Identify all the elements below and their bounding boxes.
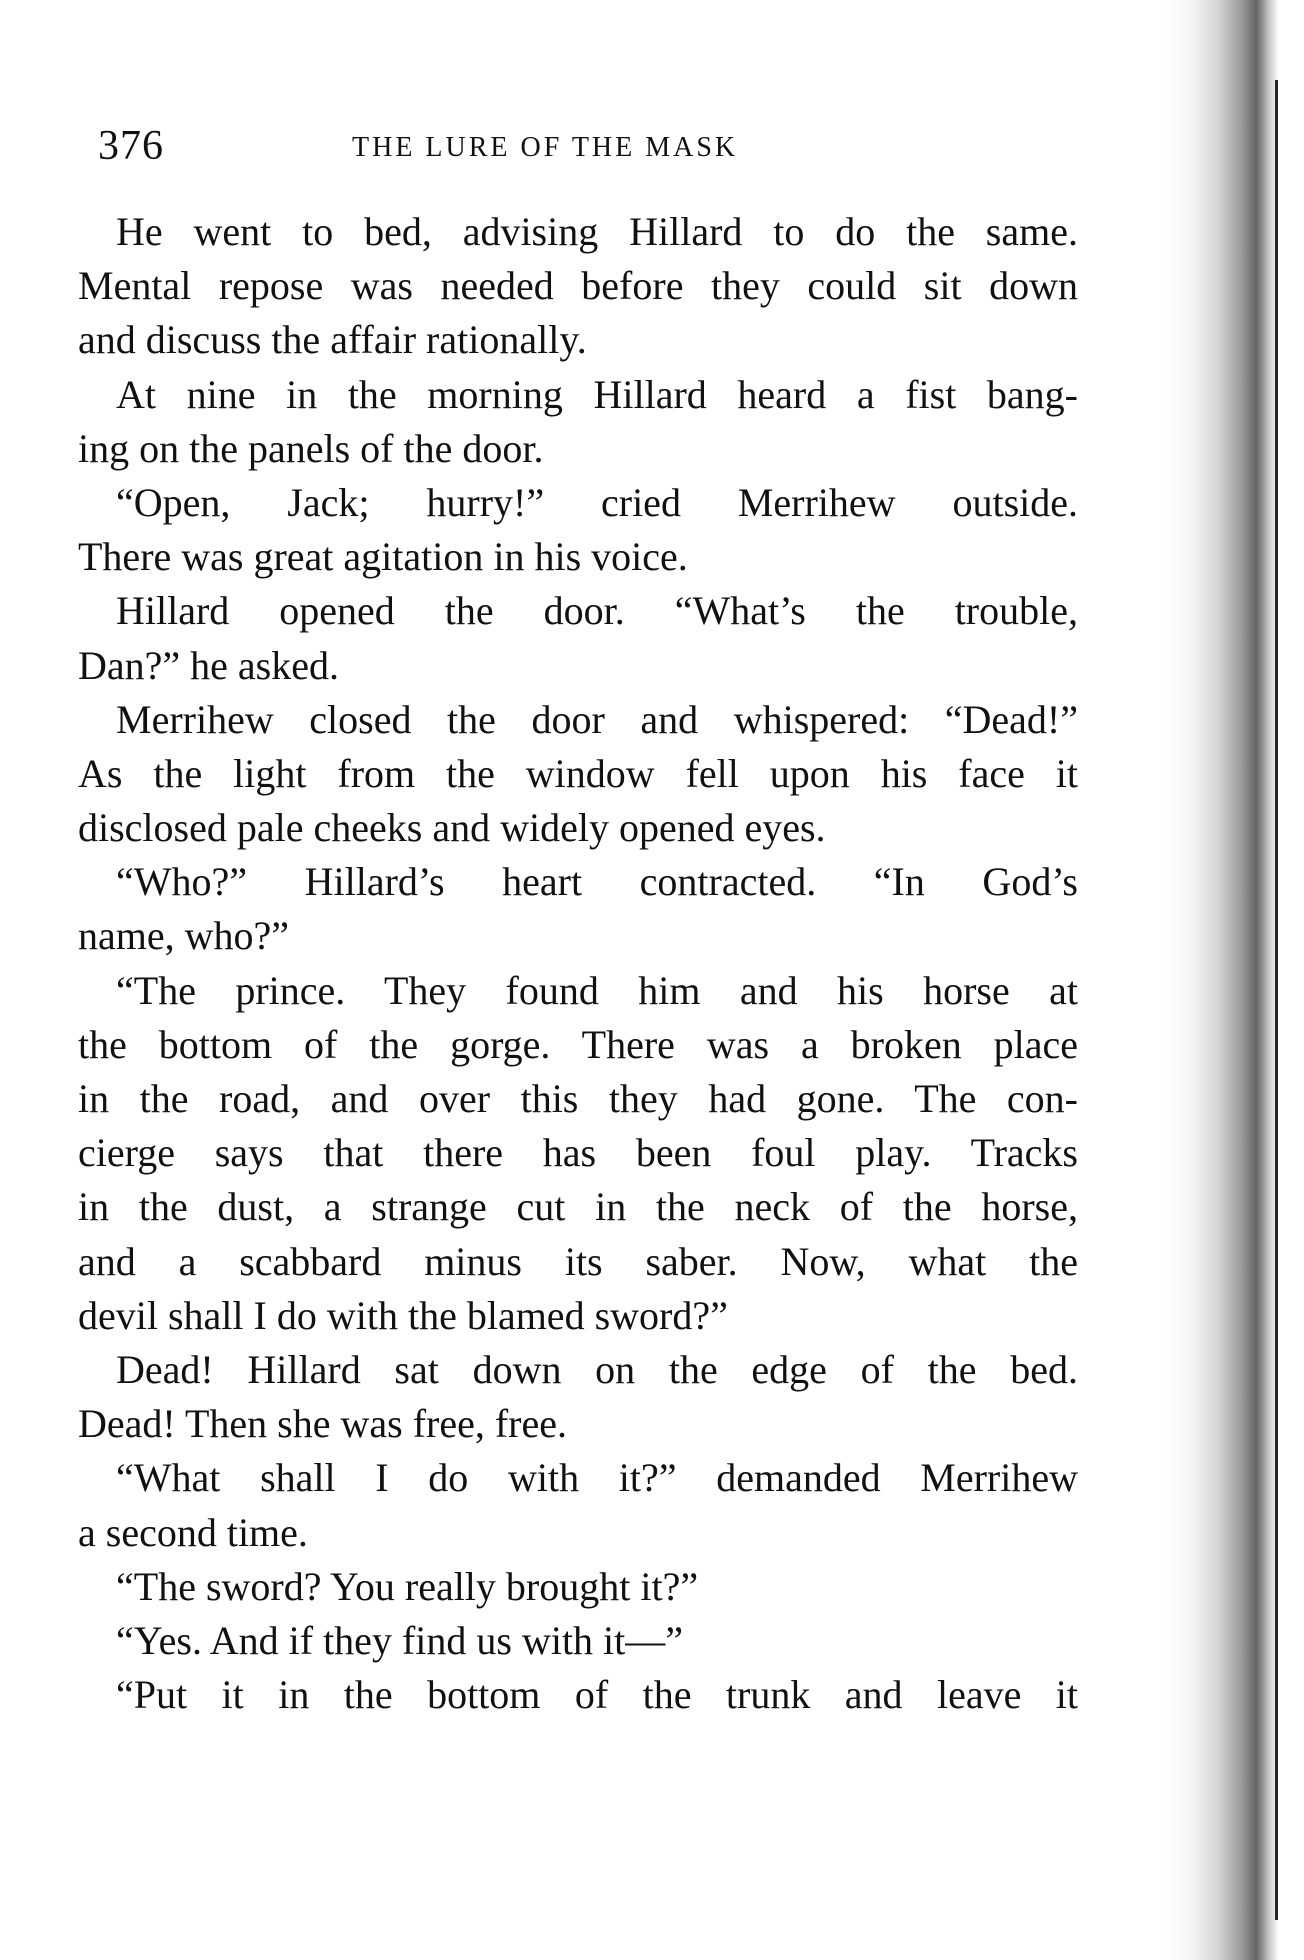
text-line: Hillard opened the door. “What’s the trouble, xyxy=(116,588,1078,634)
text-line: As the light from the window fell upon his face it xyxy=(78,750,1078,796)
text-line: disclosed pale cheeks and widely opened eyes. xyxy=(78,805,826,851)
text-line: “The prince. They found him and his horse at xyxy=(116,967,1078,1013)
running-header xyxy=(98,122,1078,182)
page-gutter-shadow xyxy=(1164,0,1304,1960)
text-line: and a scabbard minus its saber. Now, what the xyxy=(78,1238,1078,1284)
text-line: He went to bed, advising Hillard to do the same. xyxy=(116,209,1078,254)
text-line: cierge says that there has been foul play. Tracks xyxy=(78,1130,1078,1176)
running-title: THE LURE OF THE MASK xyxy=(352,132,739,163)
text-line: Dead! Then she was free, free. xyxy=(78,1401,568,1447)
text-line: in the road, and over this they had gone. The con- xyxy=(78,1076,1078,1121)
text-line: in the dust, a strange cut in the neck of the horse, xyxy=(78,1184,1078,1230)
text-line: “Open, Jack; hurry!” cried Merrihew outside. xyxy=(116,479,1078,525)
text-line: “The sword? You really brought it?” xyxy=(116,1563,699,1609)
text-line: name, who?” xyxy=(78,913,290,959)
text-line: At nine in the morning Hillard heard a fist bang- xyxy=(116,371,1078,417)
text-line: the bottom of the gorge. There was a broken place xyxy=(78,1021,1078,1067)
gutter-edge-line xyxy=(1275,80,1278,1920)
text-line: and discuss the affair rationally. xyxy=(78,317,587,363)
text-line: “Put it in the bottom of the trunk and leave it xyxy=(116,1672,1078,1718)
text-line: Mental repose was needed before they could sit down xyxy=(78,263,1078,309)
text-line: “Yes. And if they find us with it—” xyxy=(116,1617,684,1663)
text-line: Dan?” he asked. xyxy=(78,642,339,688)
text-line: “What shall I do with it?” demanded Merrihew xyxy=(116,1455,1078,1501)
text-line: ing on the panels of the door. xyxy=(78,425,544,471)
text-line: devil shall I do with the blamed sword?” xyxy=(78,1292,728,1338)
text-line: “Who?” Hillard’s heart contracted. “In God’s xyxy=(116,859,1078,905)
text-line: a second time. xyxy=(78,1509,308,1555)
text-line: Dead! Hillard sat down on the edge of the bed. xyxy=(116,1346,1078,1392)
body-text xyxy=(78,205,1078,1722)
text-line: Merrihew closed the door and whispered: “Dead!” xyxy=(116,696,1078,742)
page-number: 376 xyxy=(98,123,164,169)
text-line: There was great agitation in his voice. xyxy=(78,534,688,580)
